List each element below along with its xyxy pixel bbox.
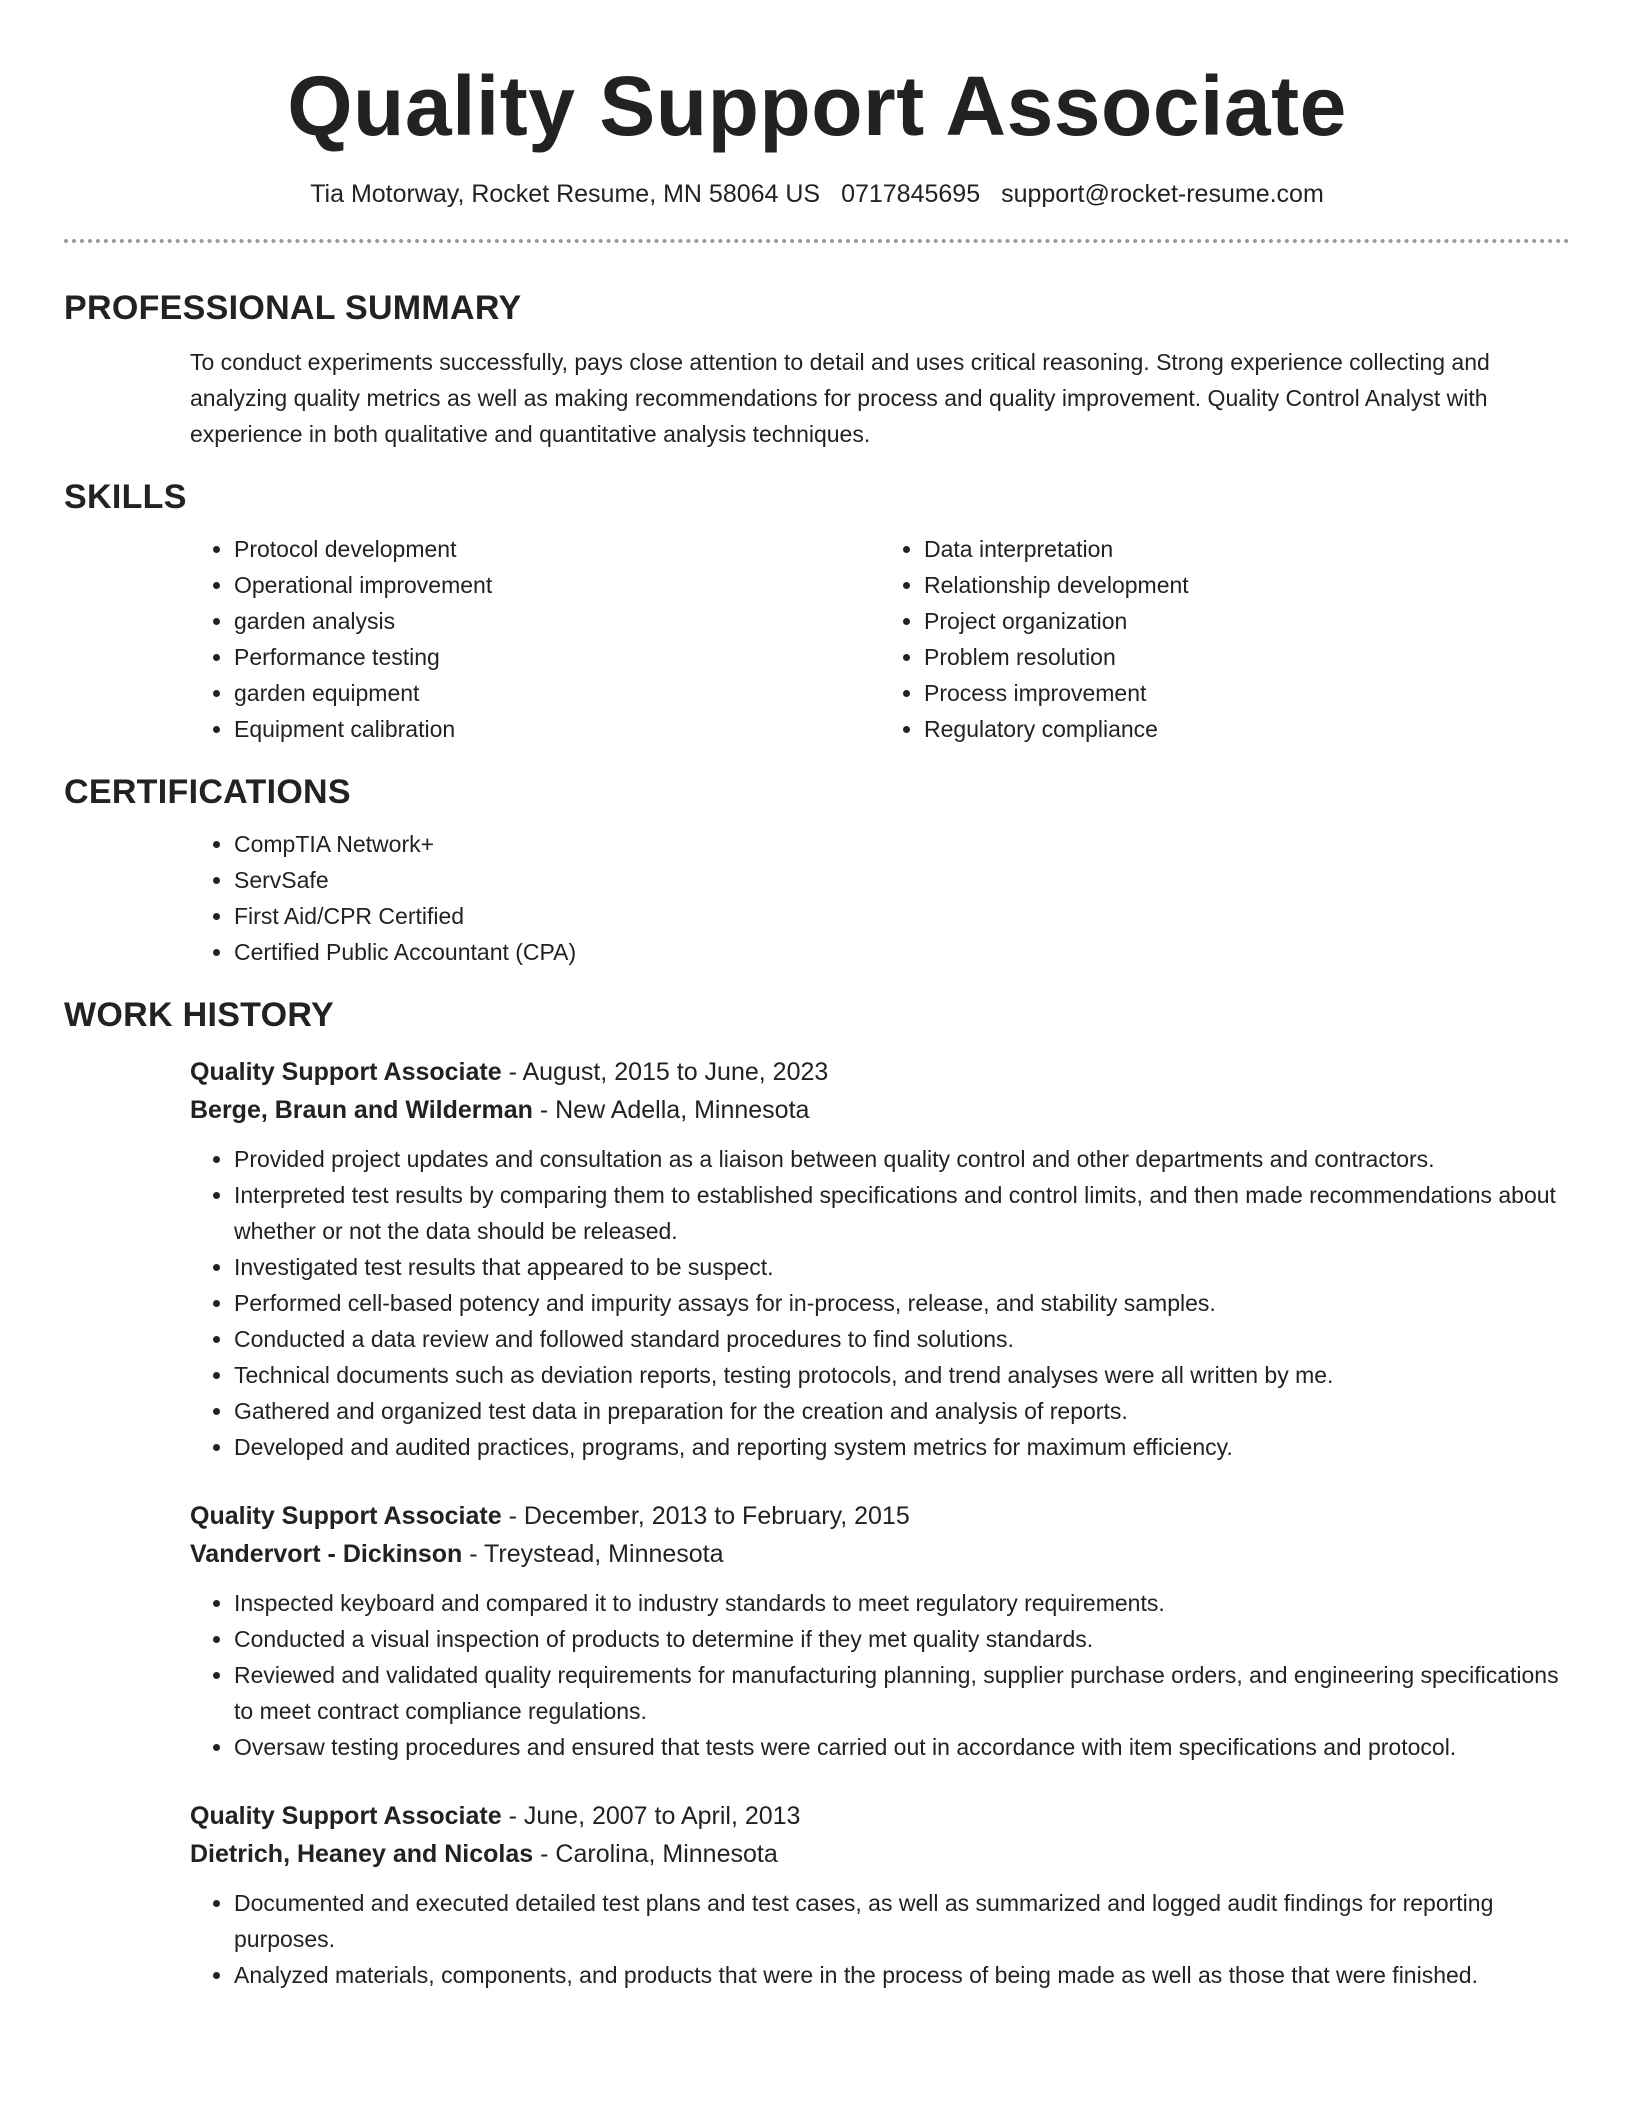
skill-item: • Operational improvement (234, 567, 880, 603)
job-entry (190, 1053, 1570, 1465)
skill-item: • Equipment calibration (234, 711, 880, 747)
job-company: Berge, Braun and Wilderman (190, 1096, 533, 1124)
resume-page (64, 0, 1570, 2013)
job-bullets (190, 1141, 1570, 1465)
job-bullet: • Investigated test results that appeared to be suspect. (234, 1249, 1570, 1285)
job-entry (190, 1497, 1570, 1765)
summary-heading: PROFESSIONAL SUMMARY (64, 289, 522, 327)
skill-item: • Data interpretation (924, 531, 1570, 567)
contact-phone: 0717845695 (841, 180, 981, 208)
certification-item: • Certified Public Accountant (CPA) (234, 934, 1570, 970)
skill-item: • Protocol development (234, 531, 880, 567)
certification-item: • CompTIA Network+ (234, 826, 1570, 862)
skills-section (64, 478, 1570, 747)
summary-text: To conduct experiments successfully, pays close attention to detail and uses critical reasoning. Strong experience collecting and analyzing quality metrics as well as making recommendations for process and quality improvement. Quality Control Analyst with experience in both qualitative and quantitative analysis techniques. (190, 349, 1490, 447)
job-bullet: • Developed and audited practices, programs, and reporting system metrics for maximum efficiency. (234, 1429, 1570, 1465)
job-bullet: • Documented and executed detailed test plans and test cases, as well as summarized and logged audit findings for reporting purposes. (234, 1885, 1570, 1957)
job-entry (190, 1797, 1570, 1993)
skill-item: • garden analysis (234, 603, 880, 639)
job-bullet: • Technical documents such as deviation reports, testing protocols, and trend analyses were all written by me. (234, 1357, 1570, 1393)
job-bullet: • Analyzed materials, components, and products that were in the process of being made as well as those that were finished. (234, 1957, 1570, 1993)
job-bullet: • Reviewed and validated quality requirements for manufacturing planning, supplier purchase orders, and engineering specifications to meet contract compliance regulations. (234, 1657, 1570, 1729)
skill-item: • Problem resolution (924, 639, 1570, 675)
header-divider (64, 239, 1570, 243)
contact-line (64, 180, 1570, 209)
job-dates: - December, 2013 to February, 2015 (501, 1502, 910, 1530)
job-bullet: • Inspected keyboard and compared it to industry standards to meet regulatory requirements. (234, 1585, 1570, 1621)
job-bullet: • Provided project updates and consultation as a liaison between quality control and other departments and contractors. (234, 1141, 1570, 1177)
certification-item: • ServSafe (234, 862, 1570, 898)
job-title-line (190, 1497, 1570, 1535)
skill-item: • Project organization (924, 603, 1570, 639)
job-bullet: • Conducted a data review and followed standard procedures to find solutions. (234, 1321, 1570, 1357)
skill-item: • Relationship development (924, 567, 1570, 603)
job-location: - Carolina, Minnesota (533, 1840, 778, 1868)
certifications-section (64, 773, 1570, 970)
skills-heading: SKILLS (64, 478, 187, 516)
job-company-line (190, 1835, 1570, 1873)
contact-email: support@rocket-resume.com (1001, 180, 1324, 208)
job-bullets (190, 1585, 1570, 1765)
job-bullet: • Conducted a visual inspection of products to determine if they met quality standards. (234, 1621, 1570, 1657)
skills-right-list (880, 531, 1570, 747)
job-bullet: • Gathered and organized test data in preparation for the creation and analysis of reports. (234, 1393, 1570, 1429)
job-dates: - August, 2015 to June, 2023 (501, 1058, 829, 1086)
page-title: Quality Support Associate (287, 59, 1347, 153)
work-history-section (64, 996, 1570, 1993)
job-role: Quality Support Associate (190, 1502, 502, 1530)
skill-item: • Performance testing (234, 639, 880, 675)
job-bullet: • Oversaw testing procedures and ensured that tests were carried out in accordance with item specifications and protocol. (234, 1729, 1570, 1765)
job-company-line (190, 1091, 1570, 1129)
contact-address: Tia Motorway, Rocket Resume, MN 58064 US (310, 180, 821, 208)
job-location: - New Adella, Minnesota (532, 1096, 810, 1124)
job-company-line (190, 1535, 1570, 1573)
certifications-heading: CERTIFICATIONS (64, 773, 351, 811)
skills-columns (190, 531, 1570, 747)
summary-section (64, 289, 1570, 452)
skill-item: • Process improvement (924, 675, 1570, 711)
job-company: Dietrich, Heaney and Nicolas (190, 1840, 534, 1868)
job-bullet: • Performed cell-based potency and impurity assays for in-process, release, and stability samples. (234, 1285, 1570, 1321)
skill-item: • Regulatory compliance (924, 711, 1570, 747)
skills-left-list (190, 531, 880, 747)
job-title-line (190, 1797, 1570, 1835)
job-bullet: • Interpreted test results by comparing them to established specifications and control limits, and then made recommendations about whether or not the data should be released. (234, 1177, 1570, 1249)
skill-item: • garden equipment (234, 675, 880, 711)
job-title-line (190, 1053, 1570, 1091)
certification-item: • First Aid/CPR Certified (234, 898, 1570, 934)
job-dates: - June, 2007 to April, 2013 (501, 1802, 801, 1830)
job-company: Vandervort - Dickinson (190, 1540, 463, 1568)
job-bullets (190, 1885, 1570, 1993)
job-location: - Treystead, Minnesota (462, 1540, 724, 1568)
work-history-heading: WORK HISTORY (64, 996, 334, 1034)
job-role: Quality Support Associate (190, 1058, 502, 1086)
certifications-list (190, 826, 1570, 970)
job-role: Quality Support Associate (190, 1802, 502, 1830)
